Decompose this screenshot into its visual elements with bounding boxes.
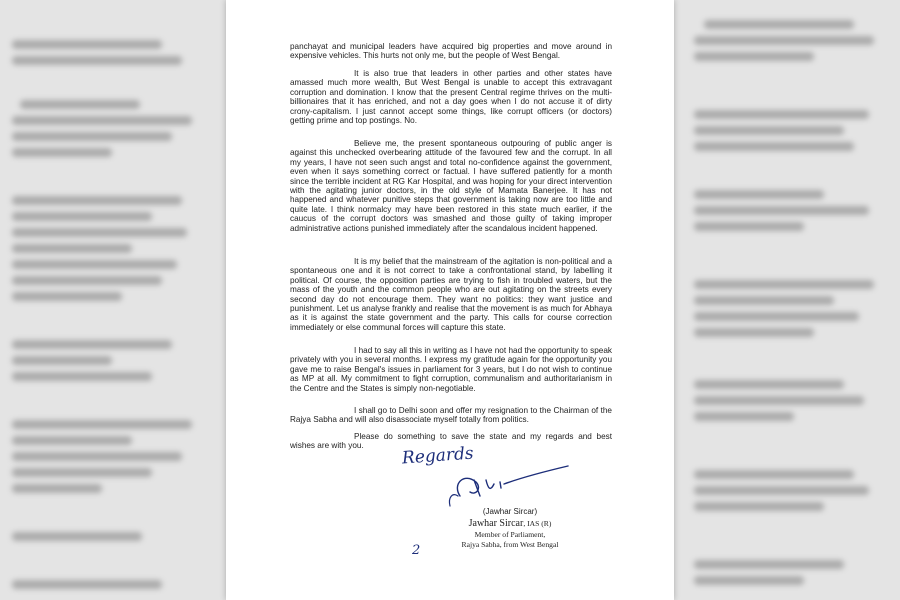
paragraph-7: Please do something to save the state and my regards and best wishes are with you. [290, 432, 612, 451]
blurred-text-line [12, 484, 102, 493]
blurred-text-line [694, 142, 854, 151]
blurred-text-line [12, 40, 162, 49]
blurred-text-line [12, 468, 152, 477]
blurred-text-line [20, 100, 140, 109]
blurred-text-line [12, 340, 172, 349]
blurred-text-line [12, 196, 182, 205]
blurred-text-line [694, 312, 859, 321]
paragraph-2: It is also true that leaders in other parties and other states have amassed much more wealth, But West Bengal is unable to accept this extravagant corruption and domination. I know that the present Central regime thrives on the multi-billionaires that it has enriched, and not a day goes when I do not accuse it of dirty crony-capitalism. I just cannot accept some things, like corrupt officers (or doctors) getting prime and top postings. No. [290, 69, 612, 126]
blurred-text-line [12, 56, 182, 65]
blurred-text-line [694, 222, 804, 231]
blurred-text-line [12, 452, 182, 461]
paragraph-5: I had to say all this in writing as I have not had the opportunity to speak privately with you in several months. I express my gratitude again for the opportunity you gave me to raise Bengal's issues in parliament for 3 years, but I do not wish to continue as MP at all. My commitment to fight corruption, communalism and authoritarianism in the Centre and the States is simply non-negotiable. [290, 346, 612, 393]
blurred-text-line [694, 328, 814, 337]
blurred-text-line [694, 502, 824, 511]
blurred-text-line [694, 560, 844, 569]
blurred-text-line [694, 206, 869, 215]
blurred-text-line [12, 132, 172, 141]
signatory-line [430, 518, 590, 530]
blurred-text-line [12, 276, 162, 285]
handwritten-regards: Regards [401, 443, 475, 469]
blurred-text-line [694, 412, 794, 421]
blurred-text-line [12, 532, 142, 541]
signatory-name: Jawhar Sircar [468, 518, 524, 529]
signature-block [430, 518, 590, 549]
blurred-text-line [694, 486, 869, 495]
blurred-text-line [694, 110, 869, 119]
letter-page [226, 0, 674, 600]
blurred-text-line [694, 190, 824, 199]
blurred-text-line [12, 244, 132, 253]
blurred-text-line [694, 52, 814, 61]
paragraph-4: It is my belief that the mainstream of the agitation is non-political and a spontaneous one and it is not correct to take a confrontational stand, by labelling it political. Of course, the opposition parties are trying to fish in troubled waters, but the mass of the youth and the common people who are out agitating on the streets every second day do not encourage them. They want no politics: they want justice and punishment. Let us analyse frankly and realise that the movement is as much for Abhaya as it is against the state government and the party. This calls for course correction immediately or else communal forces will capture this state. [290, 257, 612, 332]
blurred-text-line [12, 228, 187, 237]
blurred-text-line [12, 580, 162, 589]
blurred-text-line [12, 420, 192, 429]
blurred-text-line [694, 576, 804, 585]
signatory-suffix: , IAS (R) [523, 519, 552, 528]
signatory-title: Member of Parliament, [474, 530, 546, 539]
blurred-text-line [12, 148, 112, 157]
blurred-text-line [12, 116, 192, 125]
blurred-text-line [12, 436, 132, 445]
blurred-text-line [694, 470, 854, 479]
blurred-text-line [694, 380, 844, 389]
blurred-text-line [12, 212, 152, 221]
signatory-house: Rajya Sabha, from West Bengal [461, 539, 559, 549]
blurred-text-line [694, 296, 834, 305]
page-number: 2 [412, 543, 421, 558]
paragraph-1: panchayat and municipal leaders have acquired big properties and move around in expensive vehicles. This hurts not only me, but the people of West Bengal. [290, 42, 612, 61]
blurred-text-line [694, 280, 874, 289]
blurred-background-right [674, 0, 900, 600]
blurred-text-line [12, 260, 177, 269]
paragraph-6: I shall go to Delhi soon and offer my resignation to the Chairman of the Rajya Sabha and will also disassociate myself totally from politics. [290, 406, 612, 425]
blurred-text-line [12, 372, 152, 381]
blurred-text-line [12, 292, 122, 301]
blurred-text-line [704, 20, 854, 29]
typed-name: (Jawhar Sircar) [482, 507, 538, 516]
blurred-text-line [12, 356, 112, 365]
blurred-text-line [694, 396, 864, 405]
blurred-text-line [694, 126, 844, 135]
blurred-background-left [0, 0, 226, 600]
blurred-text-line [694, 36, 874, 45]
paragraph-3: Believe me, the present spontaneous outpouring of public anger is against this unchecked overbearing attitude of the favoured few and the corrupt. In all my years, I have not seen such angst and total no-confidence against the government, even when it says something correct or factual. I have suffered patiently for a month since the terrible incident at RG Kar Hospital, and was hoping for your direct intervention with the agitating junior doctors, in the old style of Mamata Banerjee. It has not happened and whatever punitive steps that government is taking now are too little and quite late. I think normalcy may have been restored in this state much earlier, if the caucus of the corrupt doctors was smashed and those guilty of taking improper administrative actions punished immediately after the scandalous incident happened. [290, 139, 612, 233]
handwritten-signature [446, 462, 576, 508]
